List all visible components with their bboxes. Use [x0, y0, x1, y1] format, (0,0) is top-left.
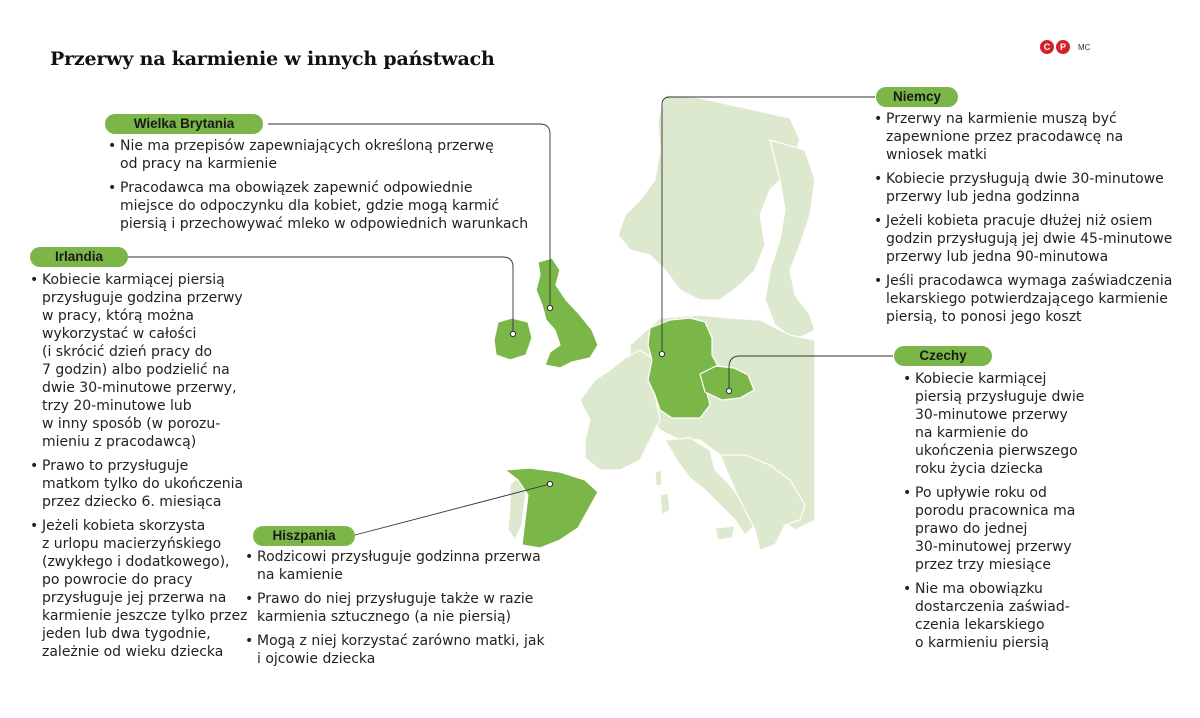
author-initials: MC: [1078, 42, 1091, 52]
note-czechia-2: • Po upływie roku od porodu pracownica ma prawo do jednej 30-minutowej przerwy przez trzy miesiące: [903, 484, 1103, 574]
notes-ireland: [30, 271, 260, 667]
label-ireland: Irlandia: [30, 247, 128, 267]
notes-spain: [245, 548, 565, 674]
label-uk: Wielka Brytania: [105, 114, 263, 134]
page-title: Przerwy na karmienie w innych państwach: [50, 48, 495, 70]
notes-germany: [874, 110, 1184, 332]
logo-letter-c: C: [1040, 40, 1054, 54]
sicily: [715, 526, 735, 540]
germany-dot: [659, 351, 664, 356]
country-uk: [536, 258, 598, 368]
note-spain-2: • Prawo do niej przysługuje także w razie karmienia sztucznego (a nie piersią): [245, 590, 565, 626]
note-germany-1: • Przerwy na karmienie muszą być zapewnione przez pracodawcę na wniosek matki: [874, 110, 1184, 164]
note-germany-4: • Jeśli pracodawca wymaga zaświadczenia lekarskiego potwierdzającego karmienie piersią, to ponosi jego koszt: [874, 272, 1184, 326]
logo-letter-p: P: [1056, 40, 1070, 54]
note-uk-2: • Pracodawca ma obowiązek zapewnić odpowiednie miejsce do odpoczynku dla kobiet, gdzie mogą karmić piersią i przechowywać mleko w odpowiednich warunkach: [108, 179, 548, 233]
uk-dot: [547, 305, 552, 310]
note-ireland-1: • Kobiecie karmiącej piersią przysługuje godzina przerwy w pracy, którą można wykorzystać w całości (i skrócić dzień pracy do 7 godzin) albo podzielić na dwie 30-minutowe przerwy, trzy 20-minutowe lub w inny sposób (w porozu- mieniu z pracodawcą): [30, 271, 260, 451]
note-ireland-2: • Prawo to przysługuje matkom tylko do ukończenia przez dziecko 6. miesiąca: [30, 457, 260, 511]
sardinia: [660, 493, 670, 515]
note-czechia-1: • Kobiecie karmiącej piersią przysługuje dwie 30-minutowe przerwy na karmienie do ukończenia pierwszego roku życia dziecka: [903, 370, 1103, 478]
label-czechia: Czechy: [894, 346, 992, 366]
note-spain-1: • Rodzicowi przysługuje godzinna przerwa na kamienie: [245, 548, 565, 584]
france: [580, 350, 660, 470]
corsica: [655, 470, 662, 486]
note-germany-3: • Jeżeli kobieta pracuje dłużej niż osiem godzin przysługują jej dwie 45-minutowe przerwy lub jedna 90-minutowa: [874, 212, 1184, 266]
note-uk-1: • Nie ma przepisów zapewniających określoną przerwę od pracy na karmienie: [108, 137, 548, 173]
notes-czechia: [903, 370, 1103, 658]
note-spain-3: • Mogą z niej korzystać zarówno matki, jak i ojcowie dziecka: [245, 632, 565, 668]
country-germany: [648, 318, 720, 418]
czechia-dot: [726, 388, 731, 393]
spain-dot: [547, 481, 552, 486]
ireland-dot: [510, 331, 515, 336]
label-spain: Hiszpania: [253, 526, 355, 546]
label-germany: Niemcy: [876, 87, 958, 107]
note-ireland-3: • Jeżeli kobieta skorzysta z urlopu macierzyńskiego (zwykłego i dodatkowego), po powrocie do pracy przysługuje jej przerwa na karmienie jeszcze tylko przez jeden lub dwa tygodnie, zależnie od wieku dziecka: [30, 517, 260, 661]
notes-uk: [108, 137, 548, 239]
note-czechia-3: • Nie ma obowiązku dostarczenia zaświad- czenia lekarskiego o karmieniu piersią: [903, 580, 1103, 652]
note-germany-2: • Kobiecie przysługują dwie 30-minutowe przerwy lub jedna godzinna: [874, 170, 1184, 206]
